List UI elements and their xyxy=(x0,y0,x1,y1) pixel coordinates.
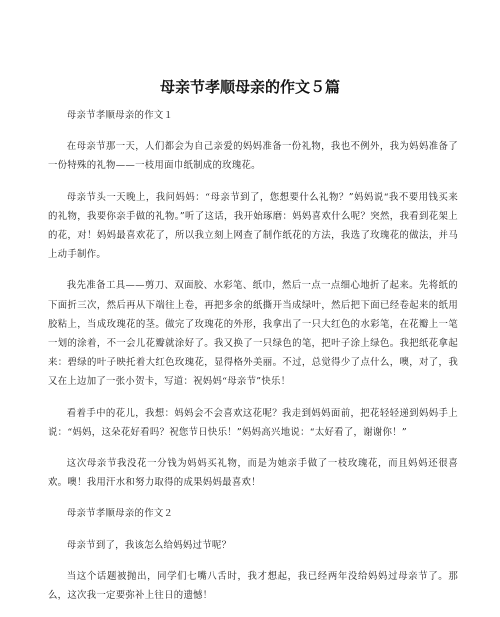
document-title: 母亲节孝顺母亲的作文５篇 xyxy=(159,78,340,96)
section-heading: 母亲节孝顺母亲的作文２ xyxy=(66,508,174,520)
paragraph: 母亲节头一天晚上，我问妈妈：“母亲节到了，您想要什么礼物？”妈妈说“我不要用钱买来的礼物，我要你亲手做的礼物。”听了这话，我开始琢磨：妈妈喜欢什么呢？突然，我看到花架上的花，对！妈妈最喜欢花了，所以我立刻上网查了制作纸花的方法，我选了玫瑰花的做法，并马上动手制作。 xyxy=(48,191,458,261)
section-heading: 母亲节孝顺母亲的作文１ xyxy=(66,110,174,121)
paragraph: 看着手中的花儿，我想：妈妈会不会喜欢这花呢？我走到妈妈面前，把花轻轻递到妈妈手上说：“妈妈，这朵花好看吗？祝您节日快乐！”妈妈高兴地说：“太好看了，谢谢你！” xyxy=(48,407,458,438)
paragraph: 我先准备工具——剪刀、双面胶、水彩笔、纸巾，然后一点一点细心地折了起来。先将纸的下面折三次，然后再从下端往上卷，再把多余的纸撕开当成绿叶，然后把下面已经卷起来的纸用胶粘上，当成玫瑰花的茎。做完了玫瑰花的外形，我拿出了一只大红色的水彩笔，在花瓣上一笔一划的涂着，不一会儿花瓣就涂好了。我又换了一只绿色的笔，把叶子涂上绿色。我把纸花拿起来：碧绿的叶子映托着大红色玫瑰花，显得格外美丽。不过，总觉得少了点什么，噢，对了，我又在上边加了一张小贺卡，写道：祝妈妈“母亲节”快乐！ xyxy=(48,280,458,388)
paragraph: 在母亲节那一天，人们都会为自己亲爱的妈妈准备一份礼物，我也不例外，我为妈妈准备了一份特殊的礼物——一枝用面巾纸制成的玫瑰花。 xyxy=(48,141,458,172)
document-body xyxy=(48,106,458,617)
paragraph: 母亲节到了，我该怎么给妈妈过节呢？ xyxy=(66,539,232,551)
paragraph: 这次母亲节我没花一分钱为妈妈买礼物，而是为她亲手做了一枝玫瑰花，而且妈妈还很喜欢。噢！我用汗水和努力取得的成果妈妈最喜欢！ xyxy=(48,458,458,489)
paragraph: 当这个话题被抛出，同学们七嘴八舌时，我才想起，我已经两年没给妈妈过母亲节了。那么，这次我一定要弥补上往日的遗憾！ xyxy=(48,570,458,602)
